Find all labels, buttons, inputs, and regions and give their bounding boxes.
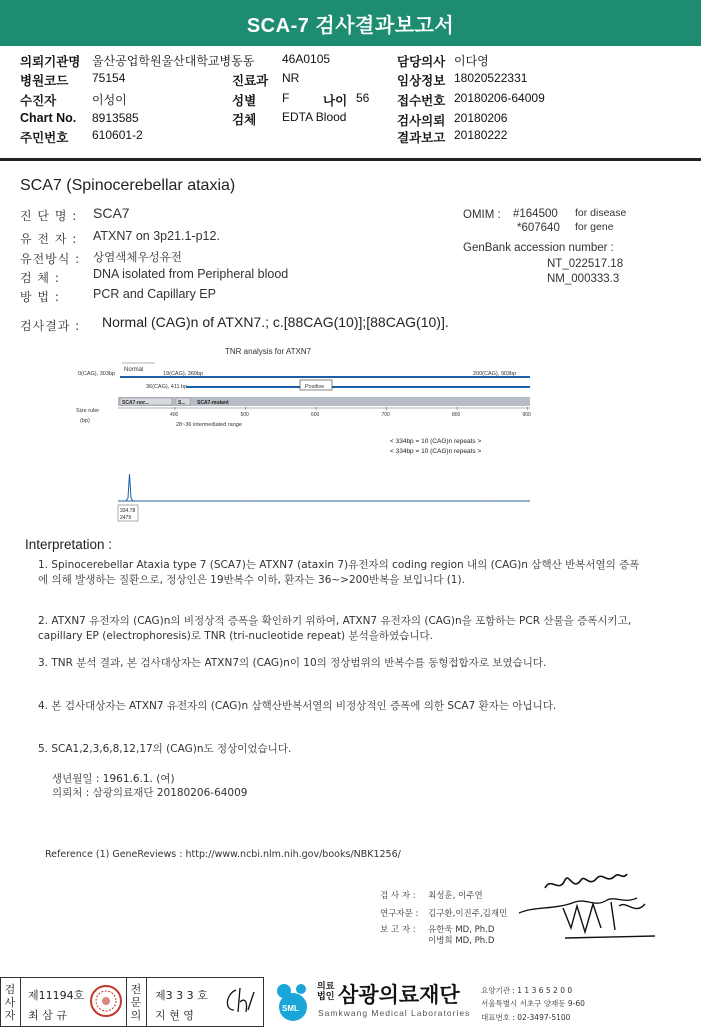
role-char: 문 xyxy=(130,996,142,1009)
intermediate-label: 28~36 intermediated range xyxy=(176,422,242,428)
header-label: 진료과 xyxy=(232,74,269,88)
age-value: 56 xyxy=(356,91,370,105)
header-value: 8913585 xyxy=(92,111,139,125)
org-prefix-line: 의료 xyxy=(317,982,335,992)
role-label-examiner xyxy=(3,983,17,1022)
omim-gene-note: for gene xyxy=(575,221,614,233)
ruler-tick-label: 400 xyxy=(170,412,179,418)
positive-label: Positive xyxy=(305,384,325,390)
specimen-value: DNA isolated from Peripheral blood xyxy=(93,267,289,281)
header-value: NR xyxy=(282,71,300,85)
ruler-tick-label: 800 xyxy=(452,412,461,418)
footer-divider xyxy=(126,977,127,1027)
marker-label: 19(CAG), 360bp xyxy=(163,371,204,377)
marker-label: 0(CAG), 303bp xyxy=(78,371,115,377)
license-number: 제11194호 xyxy=(28,989,85,1002)
examiner: 최성훈, 이주연 xyxy=(428,891,483,901)
size-ruler-ticks xyxy=(170,407,531,418)
examiner-label: 검 사 자 : xyxy=(380,891,416,901)
specialist-signature xyxy=(218,984,258,1018)
genbank-accession: NT_022517.18 xyxy=(547,258,624,270)
omim-disease-note: for disease xyxy=(575,207,627,219)
peak-label: 334.78 xyxy=(120,508,136,514)
repeat-result: < 334bp = 10 (CAG)n repeats > xyxy=(390,448,482,455)
ruler-tick-label: 600 xyxy=(311,412,320,418)
footer-divider xyxy=(146,977,147,1027)
org-name: 삼광의료재단 xyxy=(338,983,460,1007)
header-label: 병원코드 xyxy=(20,74,69,88)
field-label: 방 법 : xyxy=(20,290,60,304)
handwritten-signature xyxy=(515,858,670,948)
report-title: SCA-7 검사결과보고서 xyxy=(0,0,701,46)
ruler-tick-label: 700 xyxy=(381,412,390,418)
interpretation-title: Interpretation : xyxy=(25,537,113,552)
header-value: 이성이 xyxy=(92,93,127,107)
interpretation-item: 1. Spinocerebellar Ataxia type 7 (SCA7)는 ATXN7 (ataxin 7)유전자의 coding region 내의 (CAG)n 삼핵산 반복서열의 증폭에 의해 발생하는 질환으로, 정상인은 19반복수 이하, 환자는 36~>200반복을 보입니다 (1). xyxy=(38,559,640,586)
header-label: Chart No. xyxy=(20,111,77,125)
requester: 의뢰처 : 삼광의료재단 20180206-64009 xyxy=(52,787,248,799)
sml-logo-icon xyxy=(268,979,318,1025)
reporter: 유한욱 MD, Ph.D xyxy=(428,925,495,935)
interpretation-item: 5. SCA1,2,3,6,8,12,17의 (CAG)n도 정상이었습니다. xyxy=(38,743,292,755)
field-label: 검 체 : xyxy=(20,271,60,285)
ward-code: 46A0105 xyxy=(282,52,331,66)
trace-peak xyxy=(126,474,133,501)
header-label: 결과보고 xyxy=(397,131,446,145)
header-label: 수진자 xyxy=(20,94,57,108)
reference: Reference (1) GeneReviews : http://www.ncbi.nlm.nih.gov/books/NBK1256/ xyxy=(45,849,401,860)
interpretation-item: 2. ATXN7 유전자의 (CAG)n의 비정상적 증폭을 확인하기 위하여, ATXN7 유전자의 (CAG)n을 포함하는 PCR 산물을 증폭시키고, capillary EP (electrophoresis)로 TNR (tri-nucleotide repeat) 분석을하였습니다. xyxy=(38,615,632,642)
result-value: Normal (CAG)n of ATXN7.; c.[88CAG(10)];[88CAG(10)]. xyxy=(102,314,449,330)
birth-date: 생년월일 : 1961.6.1. (여) xyxy=(52,773,175,785)
license-number: 제3 3 3 호 xyxy=(155,989,208,1002)
header-value: EDTA Blood xyxy=(282,110,347,124)
omim-label: OMIM : xyxy=(463,209,501,221)
interpretation-item: 4. 본 검사대상자는 ATXN7 유전자의 (CAG)n 삼핵산반복서열의 비정상적인 증폭에 의한 SCA7 환자는 아닙니다. xyxy=(38,700,557,712)
header-value: 이다영 xyxy=(454,54,489,68)
field-label: 진 단 명 : xyxy=(20,209,78,223)
reporter-label: 보 고 자 : xyxy=(380,925,416,935)
genbank-accession: NM_000333.3 xyxy=(547,273,620,285)
contact-line: 요양기관 : 1 1 3 6 5 2 0 0 xyxy=(481,986,573,995)
omim-disease: #164500 xyxy=(513,208,558,220)
role-label-specialist xyxy=(129,983,143,1022)
role-char: 자 xyxy=(4,1009,16,1022)
header-value: F xyxy=(282,91,290,105)
header-value: 610601-2 xyxy=(92,128,143,142)
contact-line: 서울특별시 서초구 양재동 9-60 xyxy=(481,999,585,1008)
inheritance-value: 상염색체우성유전 xyxy=(93,250,182,264)
header-value: 20180222 xyxy=(454,128,508,142)
advisor-label: 연구자문 : xyxy=(380,909,419,919)
figure-title: TNR analysis for ATXN7 xyxy=(225,347,312,356)
size-ruler-unit: (bp) xyxy=(80,418,90,424)
header-value: 18020522331 xyxy=(454,71,528,85)
contact-line: 대표번호 : 02-3497-5100 xyxy=(481,1013,571,1022)
bin-label: SCA7-mutant xyxy=(197,400,229,406)
marker-label: 36(CAG), 411 bp xyxy=(146,384,188,390)
genbank-label: GenBank accession number : xyxy=(463,242,614,254)
field-label: 유전방식 : xyxy=(20,252,81,266)
bin-label: SCA7-nor... xyxy=(122,400,149,406)
header-divider xyxy=(0,158,701,161)
result-label: 검사결과 : xyxy=(20,319,81,333)
footer-divider xyxy=(20,977,21,1027)
size-ruler-label: Size ruler xyxy=(76,408,100,414)
section-title: SCA7 (Spinocerebellar ataxia) xyxy=(20,177,236,194)
role-char: 전 xyxy=(130,983,142,996)
diagnosis-value: SCA7 xyxy=(93,205,130,221)
header-label: 임상정보 xyxy=(397,74,446,88)
tnr-figure xyxy=(60,340,540,525)
role-char: 사 xyxy=(4,996,16,1009)
method-value: PCR and Capillary EP xyxy=(93,287,216,301)
org-english-name: Samkwang Medical Laboratories xyxy=(318,1008,471,1018)
official-seal xyxy=(88,983,124,1019)
header-value: 울산공업학원울산대학교병동동 xyxy=(92,54,255,68)
field-label: 유 전 자 : xyxy=(20,232,78,246)
ruler-tick-label: 500 xyxy=(240,412,249,418)
interpretation-item: 3. TNR 분석 결과, 본 검사대상자는 ATXN7의 (CAG)n이 10의 정상범위의 반복수를 동형접합자로 보였습니다. xyxy=(38,657,547,669)
header-value: 20180206 xyxy=(454,111,508,125)
org-prefix xyxy=(317,982,334,1002)
header-label: 의뢰기관명 xyxy=(20,55,81,69)
normal-label: Normal xyxy=(124,367,144,373)
repeat-result: < 334bp = 10 (CAG)n repeats > xyxy=(390,438,482,445)
advisor: 김구환,이진주,김재민 xyxy=(428,909,508,919)
ruler-tick-label: 900 xyxy=(522,412,531,418)
reporter: 이병희 MD, Ph.D xyxy=(428,936,495,946)
header-label: 검체 xyxy=(232,113,257,127)
header-label: 검사의뢰 xyxy=(397,114,446,128)
age-label: 나이 xyxy=(323,94,348,108)
header-label: 담당의사 xyxy=(397,55,446,69)
org-prefix-line: 법인 xyxy=(317,992,335,1002)
logo-text: SML xyxy=(282,1004,299,1013)
role-char: 검 xyxy=(4,983,16,996)
peak-label: 2479 xyxy=(120,515,132,521)
header-label: 주민번호 xyxy=(20,131,69,145)
header-label: 접수번호 xyxy=(397,94,446,108)
examiner-name: 최 삼 규 xyxy=(28,1009,67,1022)
gene-value: ATXN7 on 3p21.1-p12. xyxy=(93,229,220,243)
header-value: 75154 xyxy=(92,71,126,85)
marker-label: 200(CAG), 903bp xyxy=(473,371,517,377)
role-char: 의 xyxy=(130,1009,142,1022)
omim-gene: *607640 xyxy=(517,222,560,234)
specialist-name: 지 현 영 xyxy=(155,1009,194,1022)
bin-label: S... xyxy=(178,400,186,406)
header-value: 20180206-64009 xyxy=(454,91,545,105)
header-label: 성별 xyxy=(232,94,257,108)
